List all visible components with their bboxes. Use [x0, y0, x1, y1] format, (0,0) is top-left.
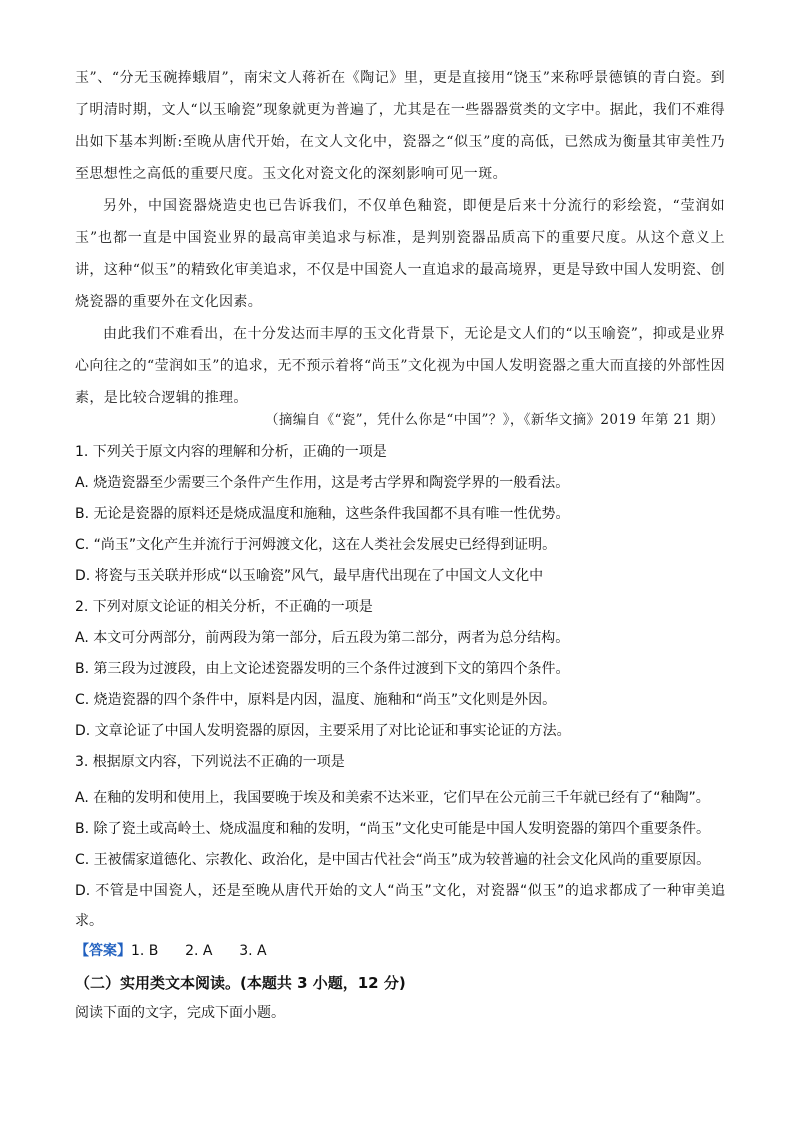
answer-line [75, 941, 725, 961]
answer-label: 【答案】 [75, 943, 131, 959]
passage-paragraph-3: 由此我们不难看出，在十分发达而丰厚的玉文化背景下，无论是文人们的“以玉喻瓷”，抑或是业界心向往之的“莹润如玉”的追求，无不预示着将“尚玉”文化视为中国人发明瓷器之重大而直接的外部性因素，是比较合逻辑的推理。 [75, 326, 725, 406]
section-2-title: （二）实用类文本阅读。(本题共 3 小题，12 分) [75, 974, 406, 992]
answer-text: 1. B 2. A 3. A [131, 943, 267, 959]
question-1-option-b: B. 无论是瓷器的原料还是烧成温度和施釉，这些条件我国都不具有唯一性优势。 [75, 506, 570, 522]
question-1-option-a: A. 烧造瓷器至少需要三个条件产生作用，这是考古学界和陶瓷学界的一般看法。 [75, 475, 570, 491]
question-3-option-a: A. 在釉的发明和使用上，我国要晚于埃及和美索不达米亚，它们早在公元前三千年就已经有了“釉陶”。 [75, 790, 710, 806]
passage-source: （摘编自《“瓷”，凭什么你是“中国”？》，《新华文摘》2019 年第 21 期） [264, 412, 724, 428]
question-1-option-c: C. “尚玉”文化产生并流行于河姆渡文化，这在人类社会发展史已经得到证明。 [75, 537, 557, 553]
question-2-stem: 2. 下列对原文论证的相关分析，不正确的一项是 [75, 599, 373, 615]
passage-paragraph-2: 另外，中国瓷器烧造史也已告诉我们，不仅单色釉瓷，即便是后来十分流行的彩绘瓷，“莹润如玉”也都一直是中国瓷业界的最高审美追求与标准，是判别瓷器品质高下的重要尺度。从这个意义上讲，这种“似玉”的精致化审美追求，不仅是中国瓷人一直追求的最高境界，更是导致中国人发明瓷、创烧瓷器的重要外在文化因素。 [75, 198, 725, 310]
question-1-option-d: D. 将瓷与玉关联并形成“以玉喻瓷”风气，最早唐代出现在了中国文人文化中 [75, 568, 544, 584]
question-3-option-c: C. 王被儒家道德化、宗教化、政治化，是中国古代社会“尚玉”成为较普遍的社会文化风尚的重要原因。 [75, 852, 711, 868]
passage-paragraph-1: 玉”、“分无玉碗捧蛾眉”，南宋文人蒋祈在《陶记》里，更是直接用“饶玉”来称呼景德镇的青白瓷。到了明清时期，文人“以玉喻瓷”现象就更为普遍了，尤其是在一些器器赏类的文字中。据此，我们不难得出如下基本判断:至晚从唐代开始，在文人文化中，瓷器之“似玉”度的高低，已然成为衡量其审美性乃至思想性之高低的重要尺度。玉文化对瓷文化的深刻影响可见一斑。 [75, 70, 725, 182]
question-2-option-a: A. 本文可分两部分，前两段为第一部分，后五段为第二部分，两者为总分结构。 [75, 630, 570, 646]
section-2-instruction: 阅读下面的文字，完成下面小题。 [75, 1005, 285, 1021]
question-3-option-d: D. 不管是中国瓷人，还是至晚从唐代开始的文人“尚玉”文化，对瓷器“似玉”的追求都成了一种审美追求。 [75, 883, 725, 929]
question-2-option-b: B. 第三段为过渡段，由上文论述瓷器发明的三个条件过渡到下文的第四个条件。 [75, 661, 570, 677]
question-2-option-c: C. 烧造瓷器的四个条件中，原料是内因，温度、施釉和“尚玉”文化则是外因。 [75, 692, 557, 708]
question-1-stem: 1. 下列关于原文内容的理解和分析，正确的一项是 [75, 444, 387, 460]
question-3-option-b: B. 除了瓷土或高岭土、烧成温度和釉的发明，“尚玉”文化史可能是中国人发明瓷器的第四个重要条件。 [75, 821, 711, 837]
question-2-option-d: D. 文章论证了中国人发明瓷器的原因，主要采用了对比论证和事实论证的方法。 [75, 723, 571, 739]
question-3-stem: 3. 根据原文内容，下列说法不正确的一项是 [75, 754, 345, 770]
